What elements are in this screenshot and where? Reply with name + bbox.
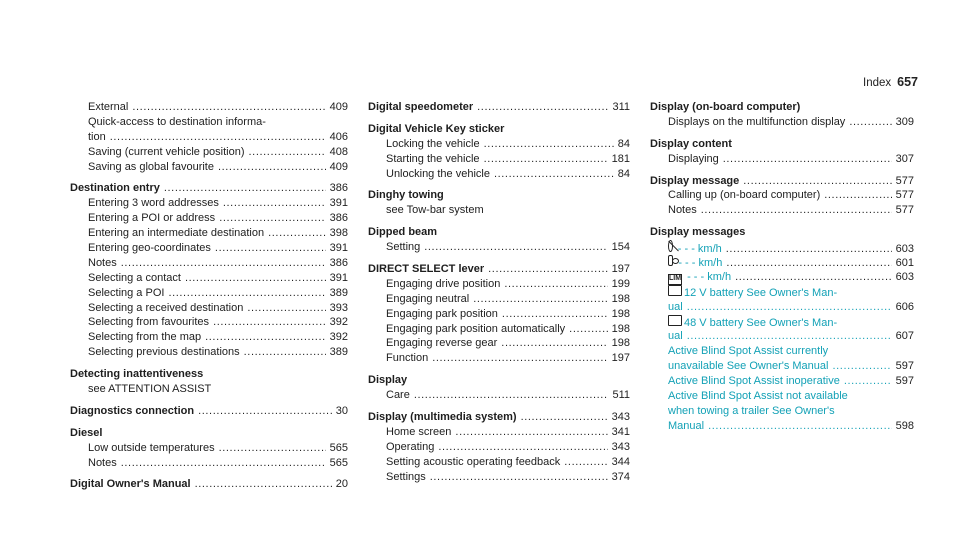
index-subentry[interactable] — [368, 455, 630, 470]
index-subentry[interactable] — [70, 130, 348, 145]
entry-text: Setting — [386, 241, 421, 254]
index-subentry[interactable] — [650, 419, 914, 434]
entry-text: Engaging park position automatically — [386, 322, 566, 335]
entry-text: - - - km/h — [678, 257, 723, 270]
page-ref[interactable]: 398 — [329, 227, 348, 240]
entry-text: Selecting from the map — [88, 331, 202, 344]
entry-text: Displaying — [668, 152, 719, 165]
leader-dots — [164, 181, 326, 196]
index-entry — [70, 426, 348, 441]
leader-dots — [121, 456, 326, 471]
leader-dots — [198, 404, 332, 419]
entry-text: Home screen — [386, 425, 452, 438]
entry-text: Entering a POI or address — [88, 212, 216, 225]
page-ref[interactable]: 386 — [329, 182, 348, 195]
page-ref[interactable]: 392 — [329, 331, 348, 344]
entry-text: Destination entry — [70, 182, 160, 195]
page-ref[interactable]: 607 — [895, 330, 914, 343]
entry-text: Operating — [386, 440, 435, 453]
entry-text: Detecting inattentiveness — [70, 368, 204, 381]
index-subentry[interactable] — [650, 300, 914, 315]
entry-text: Selecting a POI — [88, 286, 165, 299]
entry-text: Starting the vehicle — [386, 152, 480, 165]
page-ref[interactable]: 199 — [611, 277, 630, 290]
battery-icon — [668, 315, 682, 326]
leader-dots — [414, 388, 609, 403]
leader-dots — [218, 160, 326, 175]
index-subentry[interactable] — [650, 270, 914, 285]
leader-dots — [110, 130, 326, 145]
entry-text: Display message — [650, 174, 740, 187]
entry-text: External — [88, 101, 129, 113]
index-subentry[interactable] — [650, 315, 914, 330]
entry-text: Entering geo-coordinates — [88, 242, 211, 255]
page-ref[interactable]: 198 — [611, 292, 630, 305]
leader-dots — [494, 167, 614, 182]
page-ref[interactable]: 391 — [329, 197, 348, 210]
entry-text: Calling up (on-board computer) — [668, 189, 821, 202]
leader-dots — [132, 100, 325, 115]
index-entry — [650, 100, 914, 115]
index-column-3 — [650, 100, 914, 434]
page-ref[interactable]: 343 — [611, 440, 630, 453]
leader-dots — [205, 330, 326, 345]
page-ref[interactable]: 30 — [335, 404, 348, 417]
leader-dots — [723, 152, 892, 167]
page-ref[interactable]: 565 — [329, 456, 348, 469]
leader-dots — [249, 145, 326, 160]
leader-dots — [708, 419, 892, 434]
index-subentry[interactable] — [650, 255, 914, 270]
entry-text: Entering an intermediate destination — [88, 227, 265, 240]
index-subentry[interactable] — [650, 329, 914, 344]
page-ref[interactable]: 393 — [329, 301, 348, 314]
index-entry[interactable] — [368, 410, 630, 425]
entry-text: Saving (current vehicle position) — [88, 145, 245, 158]
index-subentry[interactable] — [70, 256, 348, 271]
leader-dots — [268, 226, 326, 241]
index-subentry[interactable] — [650, 404, 914, 419]
entry-text: Notes — [88, 256, 117, 269]
page-ref[interactable]: 392 — [329, 316, 348, 329]
index-subentry[interactable] — [650, 389, 914, 404]
leader-dots — [502, 307, 608, 322]
index-subentry[interactable] — [650, 115, 914, 130]
index-entry — [368, 373, 630, 388]
entry-text: see ATTENTION ASSIST — [88, 383, 212, 396]
index-subentry — [70, 115, 348, 130]
index-subentry[interactable] — [70, 315, 348, 330]
leader-dots — [687, 329, 892, 344]
index-entry[interactable] — [70, 404, 348, 419]
entry-text: Function — [386, 352, 429, 365]
leader-dots — [726, 256, 891, 270]
speed-limiter-icon — [668, 240, 673, 252]
leader-dots — [488, 262, 608, 277]
entry-text: Engaging reverse gear — [386, 337, 498, 350]
leader-dots — [849, 115, 891, 130]
leader-dots — [213, 315, 326, 330]
index-entry[interactable] — [368, 100, 630, 115]
entry-text: Display — [368, 374, 408, 387]
page-ref[interactable]: 409 — [329, 160, 348, 173]
page-ref[interactable]: 386 — [329, 256, 348, 269]
index-subentry[interactable] — [368, 307, 630, 322]
leader-dots — [438, 440, 607, 455]
index-subentry — [70, 382, 348, 397]
page-ref[interactable]: 307 — [895, 152, 914, 165]
leader-dots — [455, 425, 607, 440]
index-column-1 — [70, 100, 348, 492]
entry-text: Dinghy towing — [368, 189, 444, 202]
index-subentry[interactable] — [368, 470, 630, 485]
entry-text: Digital Vehicle Key sticker — [368, 122, 505, 135]
index-subentry[interactable] — [650, 359, 914, 374]
index-subentry[interactable] — [70, 211, 348, 226]
entry-text: Diesel — [70, 426, 103, 439]
index-subentry[interactable] — [70, 226, 348, 241]
entry-text: unavailable See Owner's Manual — [668, 360, 829, 373]
index-entry[interactable] — [70, 477, 348, 492]
entry-text: Notes — [668, 204, 697, 217]
leader-dots — [521, 410, 608, 425]
entry-text: ual — [668, 300, 683, 313]
leader-dots — [824, 188, 891, 203]
index-entry — [650, 137, 914, 152]
entry-text: Manual — [668, 419, 705, 432]
lim-icon: LIM — [668, 274, 682, 285]
entry-text: - - - km/h — [687, 270, 732, 283]
page-ref[interactable]: 597 — [895, 360, 914, 373]
entry-text: Settings — [386, 470, 426, 483]
index-subentry[interactable] — [70, 196, 348, 211]
entry-text: see Tow-bar system — [386, 204, 484, 217]
entry-text: Quick-access to destination informa- — [88, 115, 266, 128]
header-label: Index — [863, 77, 892, 89]
index-subentry[interactable] — [650, 285, 914, 300]
page-ref[interactable]: 577 — [895, 174, 914, 187]
entry-text: Active Blind Spot Assist not available — [668, 390, 848, 403]
page-ref[interactable]: 577 — [895, 204, 914, 217]
index-entry — [368, 122, 630, 137]
page-ref[interactable]: 389 — [329, 346, 348, 359]
entry-text: Unlocking the vehicle — [386, 167, 490, 180]
index-subentry[interactable] — [368, 425, 630, 440]
index-entry — [650, 225, 914, 240]
page-ref[interactable]: 341 — [611, 425, 630, 438]
page-ref[interactable]: 198 — [611, 322, 630, 335]
page-ref[interactable]: 389 — [329, 286, 348, 299]
page-ref[interactable]: 603 — [895, 243, 914, 256]
leader-dots — [844, 374, 892, 389]
index-subentry[interactable] — [368, 240, 630, 255]
entry-text: Display content — [650, 137, 732, 150]
entry-text: Locking the vehicle — [386, 137, 480, 150]
leader-dots — [832, 359, 891, 374]
index-entry[interactable] — [70, 181, 348, 196]
leader-dots — [701, 203, 892, 218]
entry-text: Selecting a received destination — [88, 301, 244, 314]
index-entry[interactable] — [650, 174, 914, 189]
page-ref[interactable]: 344 — [611, 455, 630, 468]
page-number: 657 — [897, 75, 918, 89]
leader-dots — [569, 322, 607, 337]
page-ref[interactable]: 84 — [617, 137, 630, 150]
leader-dots — [735, 270, 892, 285]
leader-dots — [185, 271, 326, 286]
entry-text: Digital speedometer — [368, 101, 474, 113]
leader-dots — [687, 300, 892, 315]
index-subentry[interactable] — [70, 241, 348, 256]
page-ref[interactable]: 197 — [611, 352, 630, 365]
entry-text: Display (on-board computer) — [650, 101, 801, 113]
entry-text: Engaging drive position — [386, 277, 501, 290]
leader-dots — [168, 286, 325, 301]
index-subentry[interactable] — [70, 286, 348, 301]
page-ref[interactable]: 391 — [329, 271, 348, 284]
index-subentry[interactable] — [70, 345, 348, 360]
entry-text: tion — [88, 130, 106, 143]
leader-dots — [501, 336, 607, 351]
page-ref[interactable]: 577 — [895, 189, 914, 202]
leader-dots — [219, 211, 325, 226]
page-ref[interactable]: 391 — [329, 242, 348, 255]
leader-dots — [244, 345, 326, 360]
index-subentry[interactable] — [368, 322, 630, 337]
index-subentry[interactable] — [70, 271, 348, 286]
leader-dots — [564, 455, 607, 470]
index-subentry[interactable] — [368, 167, 630, 182]
page-ref[interactable]: 198 — [611, 337, 630, 350]
leader-dots — [743, 174, 891, 189]
index-subentry[interactable] — [368, 277, 630, 292]
entry-text: Digital Owner's Manual — [70, 478, 191, 491]
entry-text: Engaging park position — [386, 307, 498, 320]
page-ref[interactable]: 311 — [612, 101, 630, 113]
entry-text: Diagnostics connection — [70, 404, 195, 417]
page-ref[interactable]: 374 — [611, 470, 630, 483]
index-subentry[interactable] — [368, 440, 630, 455]
index-subentry[interactable] — [368, 137, 630, 152]
index-subentry[interactable] — [650, 188, 914, 203]
index-subentry[interactable] — [70, 456, 348, 471]
index-subentry[interactable] — [368, 292, 630, 307]
page-header — [863, 75, 918, 89]
index-subentry[interactable] — [70, 301, 348, 316]
leader-dots — [432, 351, 607, 366]
page-ref[interactable]: 601 — [895, 257, 914, 270]
page-ref[interactable]: 597 — [895, 375, 914, 388]
entry-text: Display (multimedia system) — [368, 411, 517, 424]
entry-text: Engaging neutral — [386, 292, 470, 305]
entry-text: 48 V battery See Owner's Man- — [684, 316, 838, 329]
index-subentry[interactable] — [650, 152, 914, 167]
entry-text: ual — [668, 330, 683, 343]
distance-camera-icon — [668, 255, 673, 266]
leader-dots — [726, 242, 892, 255]
entry-text: Entering 3 word addresses — [88, 197, 219, 210]
leader-dots — [484, 137, 614, 152]
page-ref[interactable]: 406 — [329, 130, 348, 143]
leader-dots — [484, 152, 608, 167]
page-ref[interactable]: 309 — [895, 115, 914, 128]
battery-icon — [668, 285, 682, 296]
leader-dots — [219, 441, 326, 456]
entry-text: Active Blind Spot Assist currently — [668, 345, 829, 358]
leader-dots — [195, 477, 332, 492]
entry-text: Setting acoustic operating feedback — [386, 455, 561, 468]
entry-text: Selecting from favourites — [88, 316, 210, 329]
index-subentry[interactable] — [650, 374, 914, 389]
leader-dots — [430, 470, 608, 485]
index-subentry[interactable] — [650, 203, 914, 218]
page-ref[interactable]: 409 — [329, 101, 348, 113]
index-entry — [368, 188, 630, 203]
page-ref[interactable]: 598 — [895, 419, 914, 432]
index-subentry[interactable] — [368, 152, 630, 167]
page-ref[interactable]: 386 — [329, 212, 348, 225]
page-ref[interactable]: 84 — [617, 167, 630, 180]
entry-text: Dipped beam — [368, 226, 438, 239]
index-entry[interactable] — [368, 262, 630, 277]
index-column-2 — [368, 100, 630, 484]
entry-text: Selecting a contact — [88, 271, 181, 284]
leader-dots — [215, 241, 326, 256]
page-ref[interactable]: 603 — [895, 270, 914, 283]
entry-text: - - - km/h — [677, 243, 722, 256]
index-subentry[interactable] — [70, 330, 348, 345]
index-subentry[interactable] — [650, 240, 914, 255]
index-subentry[interactable] — [70, 100, 348, 115]
page-ref[interactable]: 565 — [329, 441, 348, 454]
leader-dots — [504, 277, 607, 292]
page-ref[interactable]: 408 — [329, 145, 348, 158]
page-ref[interactable]: 511 — [612, 389, 630, 402]
index-subentry[interactable] — [368, 388, 630, 403]
page-ref[interactable]: 154 — [611, 241, 630, 254]
entry-text: DIRECT SELECT lever — [368, 263, 485, 276]
page-ref[interactable]: 181 — [611, 152, 630, 165]
index-subentry[interactable] — [70, 160, 348, 175]
index-entry — [70, 367, 348, 382]
page-ref[interactable]: 20 — [335, 478, 348, 491]
page-ref[interactable]: 197 — [611, 263, 630, 276]
entry-text: Saving as global favourite — [88, 160, 214, 173]
index-subentry[interactable] — [70, 145, 348, 160]
page-ref[interactable]: 606 — [895, 300, 914, 313]
entry-text: Active Blind Spot Assist inoperative — [668, 375, 840, 388]
leader-dots — [424, 240, 607, 255]
leader-dots — [247, 301, 325, 316]
leader-dots — [121, 256, 326, 271]
entry-text: Display messages — [650, 226, 746, 239]
page-ref[interactable]: 198 — [611, 307, 630, 320]
leader-dots — [223, 196, 326, 211]
entry-text: Displays on the multifunction display — [668, 115, 846, 128]
index-entry — [368, 225, 630, 240]
leader-dots — [477, 100, 608, 115]
page-ref[interactable]: 343 — [611, 411, 630, 424]
index-subentry[interactable] — [368, 351, 630, 366]
entry-text: when towing a trailer See Owner's — [668, 404, 835, 417]
index-subentry[interactable] — [650, 344, 914, 359]
index-subentry — [368, 203, 630, 218]
entry-text: Care — [386, 389, 410, 402]
index-subentry[interactable] — [70, 441, 348, 456]
leader-dots — [473, 292, 607, 307]
entry-text: Selecting previous destinations — [88, 346, 240, 359]
entry-text: 12 V battery See Owner's Man- — [684, 286, 838, 299]
entry-text: Low outside temperatures — [88, 441, 215, 454]
index-subentry[interactable] — [368, 336, 630, 351]
entry-text: Notes — [88, 456, 117, 469]
